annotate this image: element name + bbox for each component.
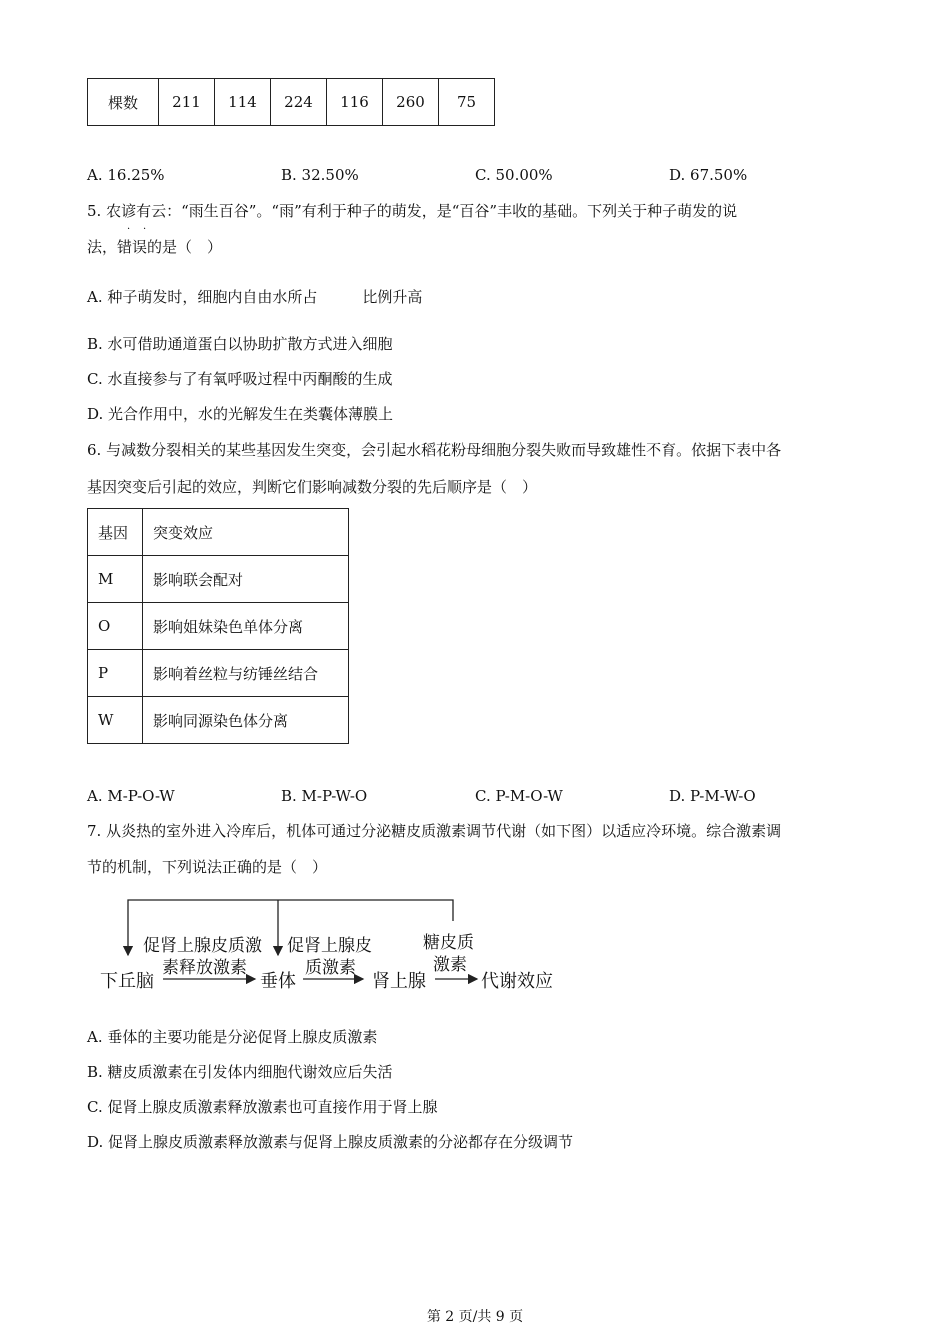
table-header-row	[88, 509, 349, 556]
table-row	[88, 556, 349, 603]
q5-option-d: D. 光合作用中，水的光解发生在类囊体薄膜上	[87, 405, 394, 423]
table-cell: 影响联会配对	[143, 556, 349, 603]
table-cell: 260	[383, 79, 439, 126]
q4-option-d: D. 67.50%	[669, 166, 748, 184]
diagram-label-acth-line1: 促肾上腺皮	[287, 936, 372, 956]
table-cell: 211	[159, 79, 215, 126]
table-header-cell: 突变效应	[143, 509, 349, 556]
q7-option-a: A. 垂体的主要功能是分泌促肾上腺皮质激素	[87, 1028, 378, 1046]
table-header-cell: 基因	[88, 509, 143, 556]
q4-option-c: C. 50.00%	[475, 166, 553, 184]
q4-option-a: A. 16.25%	[87, 166, 165, 184]
emphasis-dot: ·	[127, 224, 131, 235]
diagram-label-crh-line2: 素释放激素	[162, 958, 247, 978]
table-row	[88, 603, 349, 650]
seed-count-table	[87, 78, 495, 126]
table-header-cell: 棵数	[88, 79, 159, 126]
q6-stem-line1: 6. 与减数分裂相关的某些基因发生突变，会引起水稻花粉母细胞分裂失败而导致雄性不育。依据下表中各	[87, 441, 782, 459]
diagram-node-pituitary: 垂体	[260, 971, 296, 992]
hormone-regulation-diagram	[95, 895, 575, 1000]
table-cell: O	[88, 603, 143, 650]
q7-option-d: D. 促肾上腺皮质激素释放激素与促肾上腺皮质激素的分泌都存在分级调节	[87, 1133, 574, 1151]
q5-stem-line2: 法，错误的是（ ）	[87, 238, 223, 256]
q6-option-b: B. M-P-W-O	[281, 787, 368, 805]
diagram-label-gc-line2: 激素	[433, 955, 467, 975]
q6-stem-line2: 基因突变后引起的效应，判断它们影响减数分裂的先后顺序是（ ）	[87, 478, 538, 496]
table-cell: 影响姐妹染色单体分离	[143, 603, 349, 650]
diagram-label-acth-line2: 质激素	[305, 958, 356, 978]
q7-stem-line1: 7. 从炎热的室外进入冷库后，机体可通过分泌糖皮质激素调节代谢（如下图）以适应冷环境。综合激素调	[87, 822, 782, 840]
table-cell: 影响同源染色体分离	[143, 697, 349, 744]
q7-option-b: B. 糖皮质激素在引发体内细胞代谢效应后失活	[87, 1063, 393, 1081]
table-cell: 75	[439, 79, 495, 126]
page-number-footer: 第 2 页/共 9 页	[426, 1309, 524, 1325]
q5-stem-line1: 5. 农谚有云：“雨生百谷”。“雨”有利于种子的萌发，是“百谷”丰收的基础。下列关于种子萌发的说	[87, 202, 738, 220]
table-cell: 224	[271, 79, 327, 126]
table-cell: 影响着丝粒与纺锤丝结合	[143, 650, 349, 697]
table-cell: P	[88, 650, 143, 697]
table-row	[88, 650, 349, 697]
diagram-node-hypothalamus: 下丘脑	[100, 971, 154, 992]
gene-effect-table	[87, 508, 349, 744]
table-row	[88, 697, 349, 744]
table-cell: M	[88, 556, 143, 603]
table-cell: W	[88, 697, 143, 744]
q6-option-a: A. M-P-O-W	[87, 787, 175, 805]
diagram-label-gc-line1: 糖皮质	[423, 933, 474, 953]
q7-option-c: C. 促肾上腺皮质激素释放激素也可直接作用于肾上腺	[87, 1098, 438, 1116]
emphasis-dot: ·	[143, 224, 147, 235]
table-cell: 116	[327, 79, 383, 126]
q7-stem-line2: 节的机制，下列说法正确的是（ ）	[87, 858, 328, 876]
q5-option-c: C. 水直接参与了有氧呼吸过程中丙酮酸的生成	[87, 370, 393, 388]
q6-option-d: D. P-M-W-O	[669, 787, 756, 805]
q4-option-b: B. 32.50%	[281, 166, 359, 184]
table-row	[88, 79, 495, 126]
diagram-node-adrenal: 肾上腺	[372, 971, 426, 992]
q6-option-c: C. P-M-O-W	[475, 787, 563, 805]
q5-option-a: A. 种子萌发时，细胞内自由水所占 比例升高	[87, 288, 423, 306]
diagram-node-metabolic-effect: 代谢效应	[481, 971, 553, 992]
table-cell: 114	[215, 79, 271, 126]
diagram-label-crh-line1: 促肾上腺皮质激	[143, 936, 262, 956]
q5-option-b: B. 水可借助通道蛋白以协助扩散方式进入细胞	[87, 335, 393, 353]
